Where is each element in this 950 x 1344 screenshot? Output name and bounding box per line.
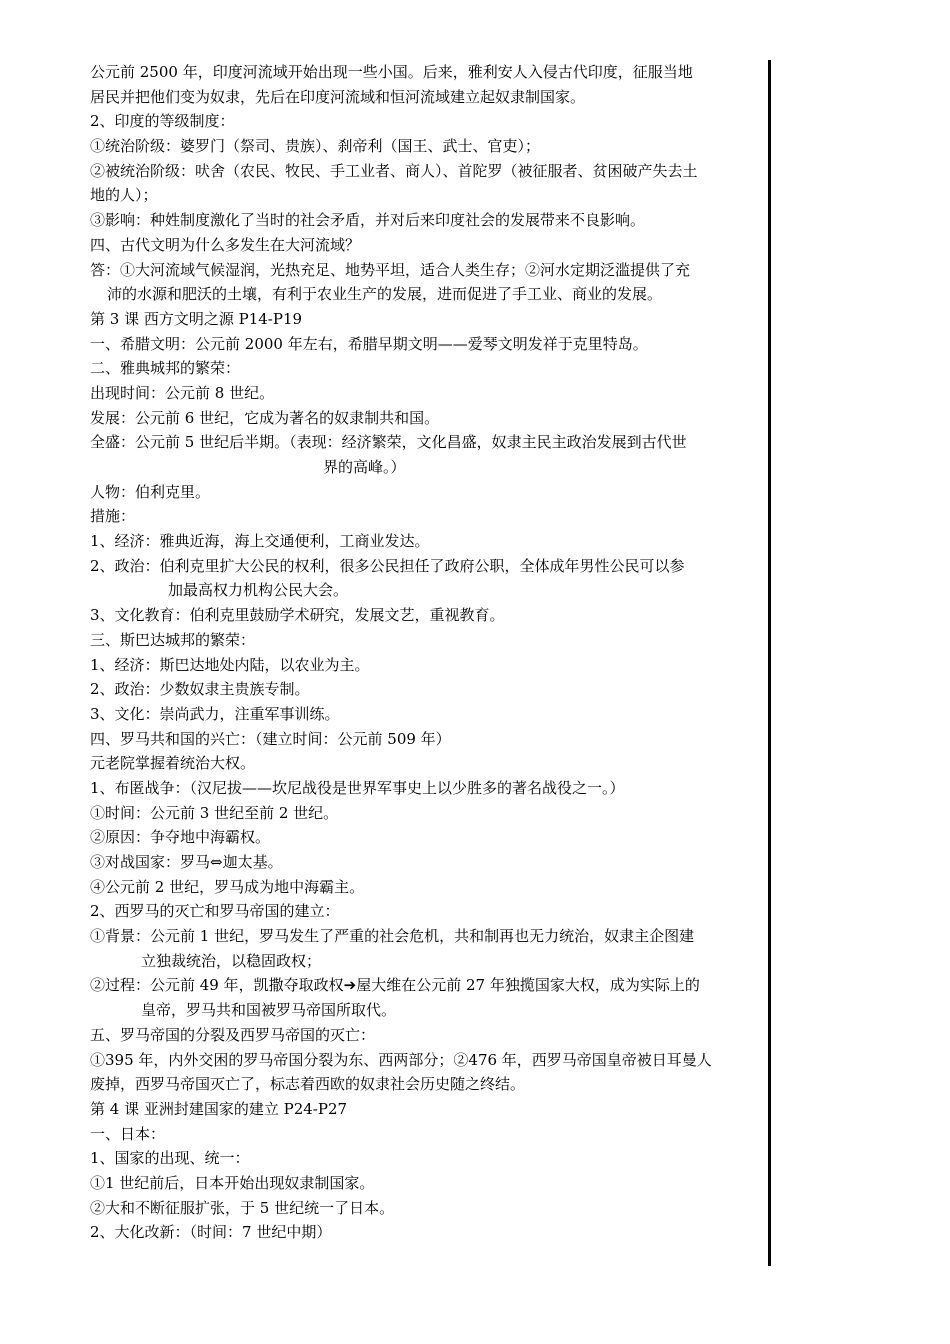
text-line: 居民并把他们变为奴隶，先后在印度河流域和恒河流域建立起奴隶制国家。	[90, 87, 586, 106]
text-line: 2、大化改新：（时间：7 世纪中期）	[90, 1223, 332, 1242]
text-line: 沛的水源和肥沃的土壤，有利于农业生产的发展，进而促进了手工业、商业的发展。	[107, 285, 663, 304]
text-line: 3、文化教育：伯利克里鼓励学术研究，发展文艺，重视教育。	[90, 606, 505, 625]
text-line: 加最高权力机构公民大会。	[168, 581, 349, 600]
section-heading: 2、印度的等级制度：	[90, 112, 235, 131]
margin-rule	[768, 60, 771, 1266]
text-line: 1、国家的出现、统一：	[90, 1149, 250, 1168]
text-line: 2、西罗马的灭亡和罗马帝国的建立：	[90, 902, 340, 921]
text-line: 1、经济：雅典近海，海上交通便利，工商业发达。	[90, 532, 430, 551]
text-line: 公元前 2500 年，印度河流域开始出现一些小国。后来，雅利安人入侵古代印度，征服当地	[90, 63, 693, 81]
text-line: ①时间：公元前 3 世纪至前 2 世纪。	[90, 803, 339, 822]
text-line: 2、政治：伯利克里扩大公民的权利，很多公民担任了政府公职，全体成年男性公民可以参	[90, 556, 685, 575]
text-line: 发展：公元前 6 世纪，它成为著名的奴隶制共和国。	[90, 408, 440, 427]
section-heading: 五、罗马帝国的分裂及西罗马帝国的灭亡：	[90, 1025, 376, 1044]
lesson-title: 第 4 课 亚洲封建国家的建立 P24-P27	[90, 1099, 348, 1118]
text-line: 全盛：公元前 5 世纪后半期。（表现：经济繁荣，文化昌盛，奴隶主民主政治发展到古代世	[90, 433, 687, 452]
text-line: 1、布匿战争：（汉尼拔——坎尼战役是世界军事史上以少胜多的著名战役之一。）	[90, 778, 625, 797]
text-line: 人物：伯利克里。	[90, 482, 211, 501]
text-line: ①395 年，内外交困的罗马帝国分裂为东、西两部分；②476 年，西罗马帝国皇帝被日耳曼人	[90, 1050, 712, 1069]
text-line: ②被统治阶级：吠舍（农民、牧民、手工业者、商人）、首陀罗（被征服者、贫困破产失去土	[90, 161, 698, 180]
text-line: ①统治阶级：婆罗门（祭司、贵族）、刹帝利（国王、武士、官吏）；	[90, 137, 541, 156]
text-line: 措施：	[90, 507, 136, 526]
text-line: 3、文化：崇尚武力，注重军事训练。	[90, 704, 340, 723]
section-heading: 一、希腊文明：公元前 2000 年左右，希腊早期文明——爱琴文明发祥于克里特岛。	[90, 334, 648, 353]
text-line: 界的高峰。）	[323, 458, 406, 476]
text-line: 2、政治：少数奴隶主贵族专制。	[90, 680, 310, 699]
text-line: ④公元前 2 世纪，罗马成为地中海霸主。	[90, 877, 365, 896]
text-line: 皇帝，罗马共和国被罗马帝国所取代。	[141, 1001, 397, 1020]
text-line: 1、经济：斯巴达地处内陆，以农业为主。	[90, 655, 370, 674]
section-heading: 三、斯巴达城邦的繁荣：	[90, 630, 256, 649]
section-heading: 四、古代文明为什么多发生在大河流域？	[90, 235, 361, 254]
text-line: ②大和不断征服扩张，于 5 世纪统一了日本。	[90, 1198, 395, 1217]
text-line: ③影响：种姓制度激化了当时的社会矛盾，并对后来印度社会的发展带来不良影响。	[90, 211, 646, 230]
text-line: ③对战国家：罗马⇔迦太基。	[90, 853, 283, 871]
text-line: 答：①大河流域气候湿润，光热充足、地势平坦，适合人类生存；②河水定期泛滥提供了充	[90, 260, 691, 279]
text-line: 立独裁统治，以稳固政权；	[141, 951, 322, 970]
text-line: 出现时间：公元前 8 世纪。	[90, 383, 275, 402]
lesson-title: 第 3 课 西方文明之源 P14-P19	[90, 309, 303, 328]
text-line: ②原因：争夺地中海霸权。	[90, 828, 271, 847]
text-line: ①背景：公元前 1 世纪，罗马发生了严重的社会危机，共和制再也无力统治，奴隶主企图建	[90, 927, 695, 946]
section-heading: 一、日本：	[90, 1124, 166, 1143]
text-line: 元老院掌握着统治大权。	[90, 754, 256, 773]
section-heading: 四、罗马共和国的兴亡：（建立时间：公元前 509 年）	[90, 729, 451, 748]
text-line: 废掉，西罗马帝国灭亡了，标志着西欧的奴隶社会历史随之终结。	[90, 1075, 526, 1094]
section-heading: 二、雅典城邦的繁荣：	[90, 359, 241, 378]
text-line: ①1 世纪前后，日本开始出现奴隶制国家。	[90, 1173, 375, 1192]
text-line: 地的人）；	[90, 186, 158, 205]
text-line: ②过程：公元前 49 年，凯撒夺取政权➔屋大维在公元前 27 年独揽国家大权，成为实际上的	[90, 976, 700, 995]
document-body	[90, 60, 762, 1245]
